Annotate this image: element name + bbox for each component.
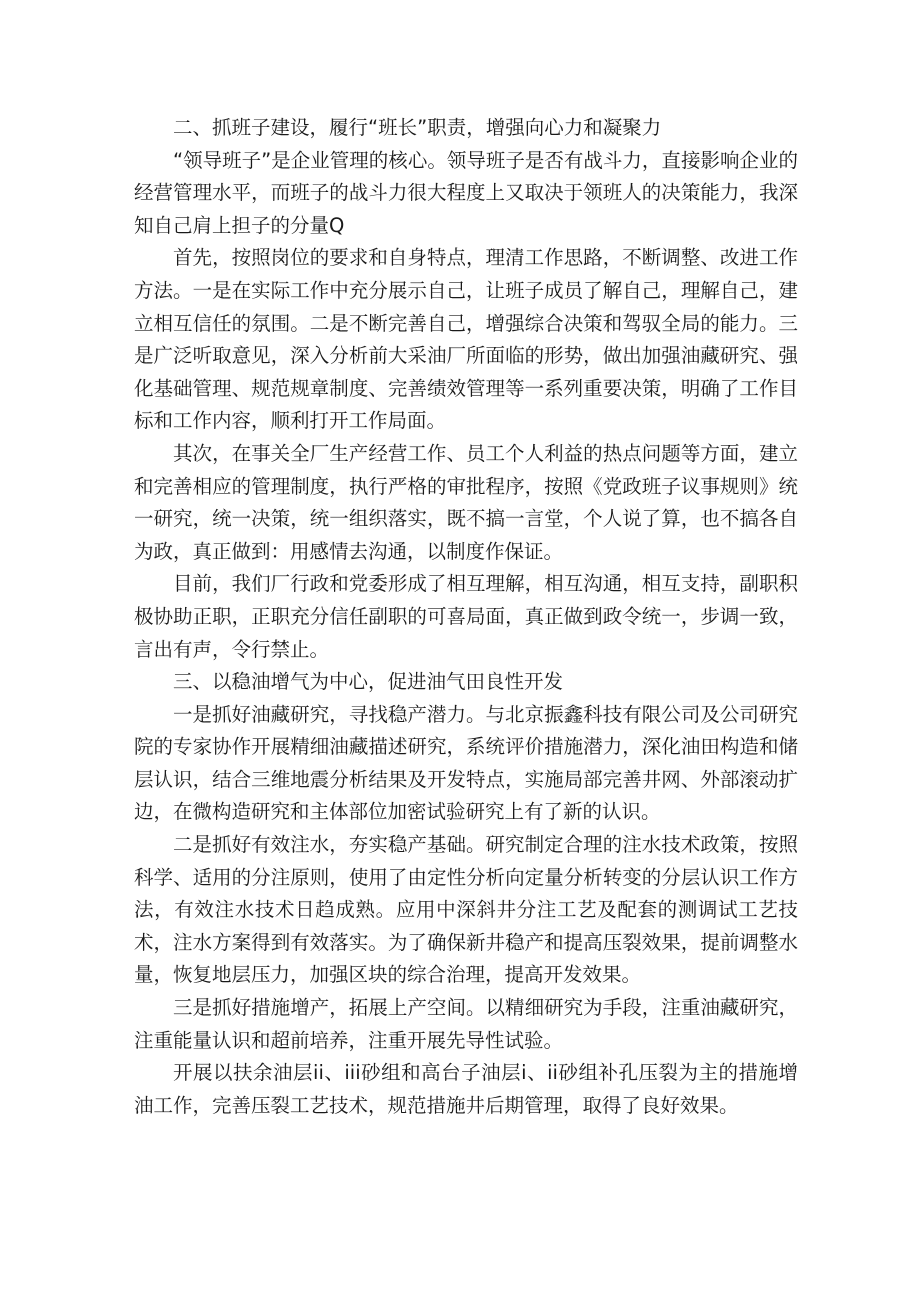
- paragraph: 开展以扶余油层ii、iii砂组和高台子油层i、ii砂组补孔压裂为主的措施增油工作，完善压裂工艺技术，规范措施井后期管理，取得了良好效果。: [134, 1061, 798, 1117]
- section-heading-2: 二、抓班子建设，履行“班长”职责，增强向心力和凝聚力: [173, 116, 662, 139]
- paragraph: 二是抓好有效注水，夯实稳产基础。研究制定合理的注水技术政策，按照科学、适用的分注原则，使用了由定性分析向定量分析转变的分层认识工作方法，有效注水技术日趋成熟。应用中深斜井分注工艺及配套的测调试工艺技术，注水方案得到有效落实。为了确保新井稳产和提高压裂效果，提前调整水量，恢复地层压力，加强区块的综合治理，提高开发效果。: [134, 833, 798, 987]
- paragraph: 首先，按照岗位的要求和自身特点，理清工作思路，不断调整、改进工作方法。一是在实际工作中充分展示自己，让班子成员了解自己，理解自己，建立相互信任的氛围。二是不断完善自己，增强综合决策和驾驭全局的能力。三是广泛听取意见，深入分析前大采油厂所面临的形势，做出加强油藏研究、强化基础管理、规范规章制度、完善绩效管理等一系列重要决策，明确了工作目标和工作内容，顺利打开工作局面。: [134, 246, 798, 433]
- paragraph: “领导班子”是企业管理的核心。领导班子是否有战斗力，直接影响企业的经营管理水平，而班子的战斗力很大程度上又取决于领班人的决策能力，我深知自己肩上担子的分量Q: [134, 148, 798, 237]
- paragraph: 目前，我们厂行政和党委形成了相互理解，相互沟通，相互支持，副职积极协助正职，正职充分信任副职的可喜局面，真正做到政令统一，步调一致，言出有声，令行禁止。: [134, 572, 798, 661]
- section-heading-3: 三、以稳油增气为中心，促进油气田良性开发: [173, 670, 564, 694]
- document-body: [134, 112, 798, 1122]
- paragraph: 一是抓好油藏研究，寻找稳产潜力。与北京振鑫科技有限公司及公司研究院的专家协作开展精细油藏描述研究，系统评价措施潜力，深化油田构造和储层认识，结合三维地震分析结果及开发特点，实施局部完善井网、外部滚动扩边，在微构造研究和主体部位加密试验研究上有了新的认识。: [134, 702, 798, 824]
- paragraph: 其次，在事关全厂生产经营工作、员工个人利益的热点问题等方面，建立和完善相应的管理制度，执行严格的审批程序，按照《党政班子议事规则》统一研究，统一决策，统一组织落实，既不搞一言堂，个人说了算，也不搞各自为政，真正做到：用感情去沟通，以制度作保证。: [134, 441, 798, 563]
- paragraph: 三是抓好措施增产，拓展上产空间。以精细研究为手段，注重油藏研究，注重能量认识和超前培养，注重开展先导性试验。: [134, 996, 798, 1052]
